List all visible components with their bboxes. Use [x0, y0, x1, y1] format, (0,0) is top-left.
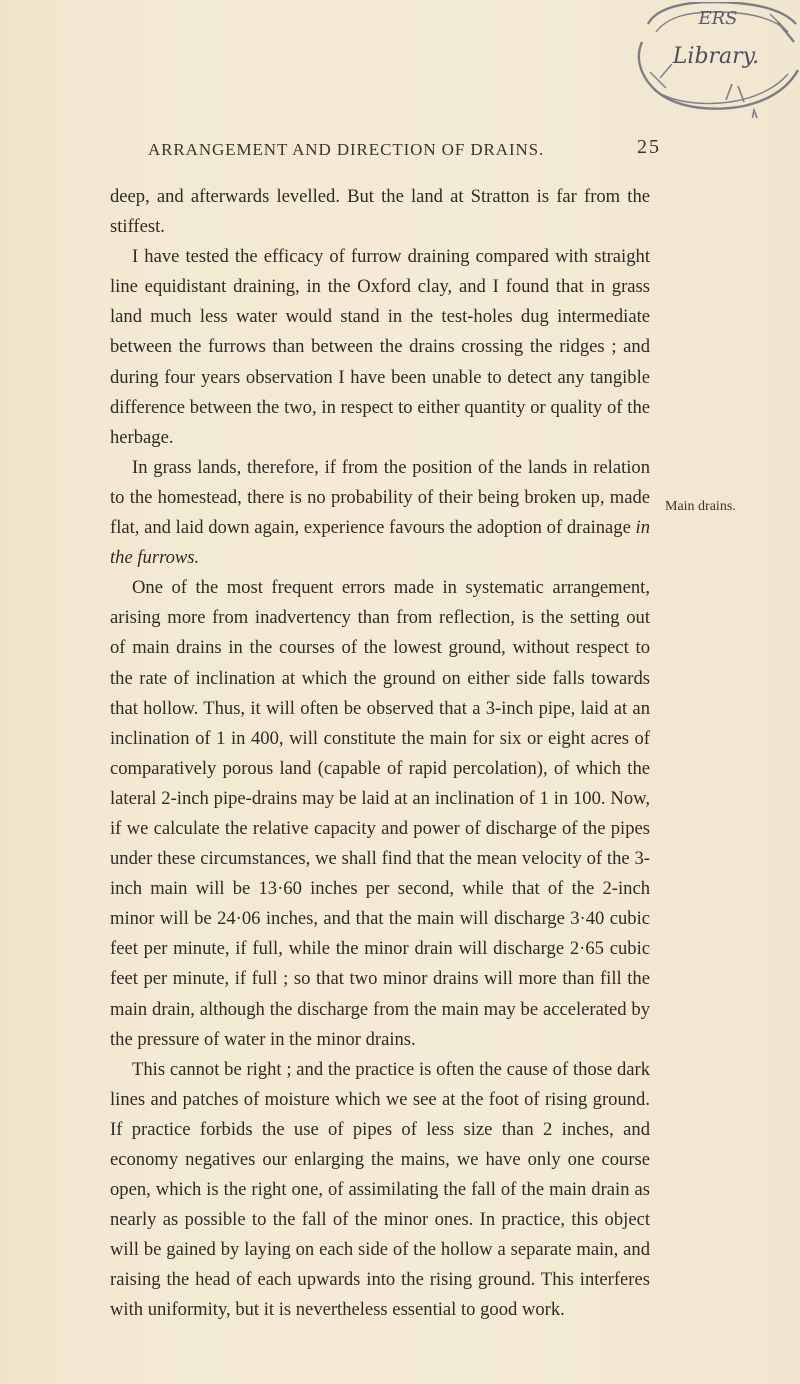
stamp-top-text: ERS: [698, 8, 738, 29]
paragraph: One of the most frequent errors made in systematic arrangement, arising more from inadvertency than from reflection, is the setting out of main drains in the courses of the lowest ground, without respect to the rate of inclination at which the ground on either side falls towards that hollow. Thus, it will often be observed that a 3-inch pipe, laid at an inclination of 1 in 400, will constitute the main for six or eight acres of comparatively porous land (capable of rapid percolation), of which the lateral 2-inch pipe-drains may be laid at an inclination of 1 in 100. Now, if we calculate the relative capacity and power of discharge of the pipes under these circumstances, we shall find that the mean velocity of the 3-inch main will be 13·60 inches per second, while that of the 2-inch minor will be 24·06 inches, and that the main will discharge 3·40 cubic feet per minute, if full, while the minor drain will discharge 2·65 cubic feet per minute, if full ; so that two minor drains will more than fill the main drain, although the discharge from the main may be accelerated by the pressure of water in the minor drains.: [110, 577, 650, 1050]
margin-note: Main drains.: [665, 499, 736, 514]
body-text: [110, 182, 650, 1326]
paragraph: This cannot be right ; and the practice is often the cause of those dark lines and patches of moisture which we see at the foot of rising ground. If practice forbids the use of pipes of less size than 2 inches, and economy negatives our enlarging the mains, we have only one course open, which is the right one, of assimilating the fall of the main drain as nearly as possible to the fall of the minor ones. In practice, this object will be gained by laying on each side of the hollow a separate main, and raising the head of each upwards into the rising ground. This interferes with uniformity, but it is nevertheless essential to good work.: [110, 1058, 650, 1321]
page-number: 25: [637, 136, 661, 158]
library-stamp-icon: [620, 2, 800, 118]
paragraph: deep, and afterwards levelled. But the land at Stratton is far from the stiffest.: [110, 186, 650, 238]
paragraph: I have tested the efficacy of furrow draining compared with straight line equidistant draining, in the Oxford clay, and I found that in grass land much less water would stand in the test-holes dug intermediate between the furrows than between the drains crossing the ridges ; and during four years observation I have been unable to detect any tangible difference between the two, in respect to either quantity or quality of the herbage.: [110, 246, 650, 448]
paragraph: [110, 453, 650, 573]
stamp-center-text: Library.: [672, 44, 760, 69]
italic-phrase: in the furrows.: [110, 517, 650, 569]
paragraph-text: In grass lands, therefore, if from the position of the lands in relation to the homestead, there is no probability of their being broken up, made flat, and laid down again, experience favours the adoption of drainage: [110, 456, 650, 539]
running-head: ARRANGEMENT AND DIRECTION OF DRAINS.: [148, 140, 545, 159]
